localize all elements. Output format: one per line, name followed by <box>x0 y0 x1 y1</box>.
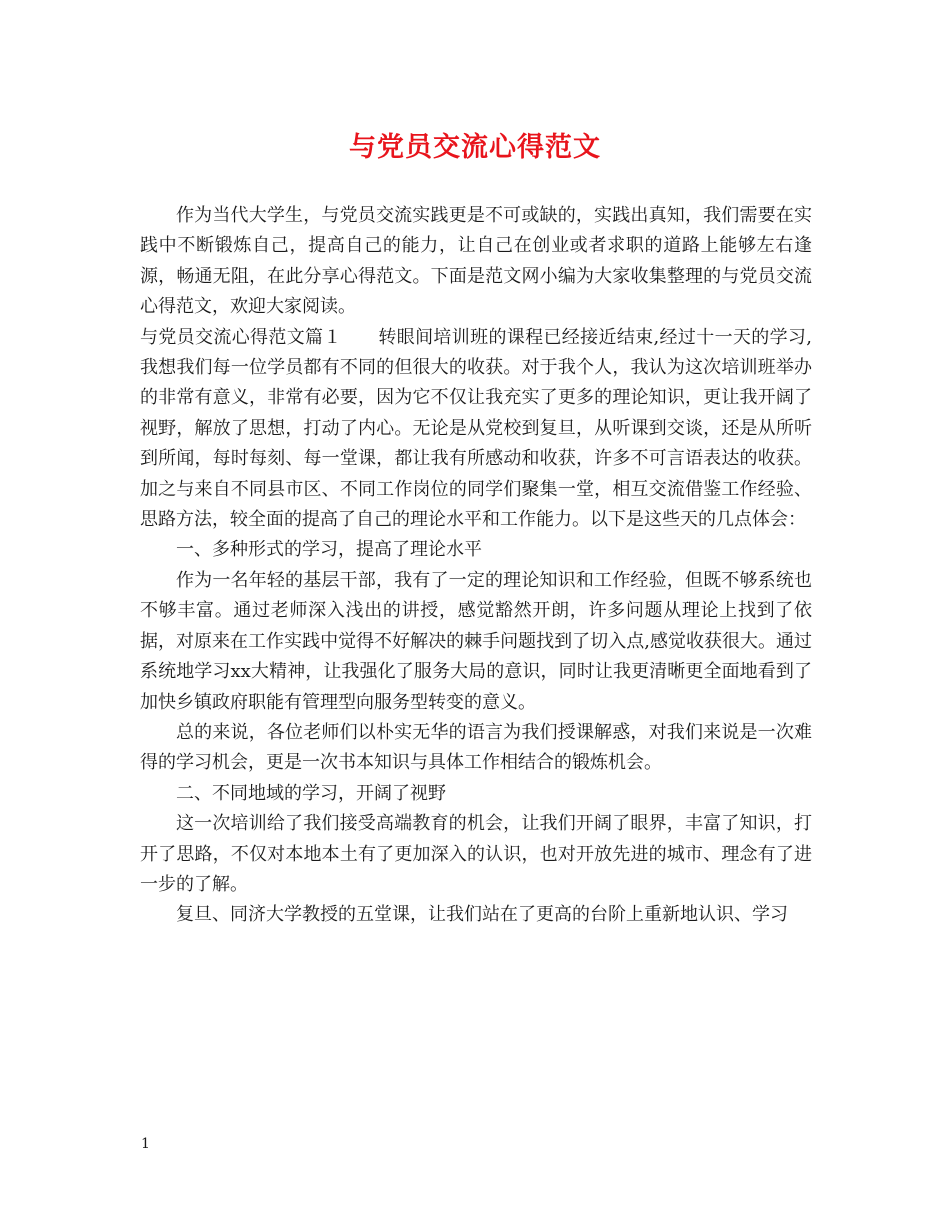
intro-paragraph: 作为当代大学生，与党员交流实践更是不可或缺的，实践出真知，我们需要在实践中不断锻炼自己，提高自己的能力，让自己在创业或者求职的道路上能够左右逢源，畅通无阻，在此分享心得范文。下面是范文网小编为大家收集整理的与党员交流心得范文，欢迎大家阅读。 <box>140 205 812 318</box>
article-paragraph: 与党员交流心得范文篇１ 转眼间培训班的课程已经接近结束,经过十一天的学习,我想我们每一位学员都有不同的但很大的收获。对于我个人，我认为这次培训班举办的非常有意义，非常有必要，因为它不仅让我充实了更多的理论知识，更让我开阔了视野，解放了思想，打动了内心。无论是从党校到复旦，从听课到交谈，还是从所听到所闻，每时每刻、每一堂课，都让我有所感动和收获，许多不可言语表达的收获。加之与来自不同县市区、不同工作岗位的同学们聚集一堂，相互交流借鉴工作经验、思路方法，较全面的提高了自己的理论水平和工作能力。以下是这些天的几点体会： <box>140 326 812 531</box>
body-paragraph: 这一次培训给了我们接受高端教育的机会，让我们开阔了眼界，丰富了知识，打开了思路，不仅对本地本土有了更加深入的认识，也对开放先进的城市、理念有了进一步的了解。 <box>140 813 812 895</box>
body-paragraph: 作为一名年轻的基层干部，我有了一定的理论知识和工作经验，但既不够系统也不够丰富。通过老师深入浅出的讲授，感觉豁然开朗，许多问题从理论上找到了依据，对原来在工作实践中觉得不好解决的棘手问题找到了切入点,感觉收获很大。通过系统地学习xx大精神，让我强化了服务大局的意识，同时让我更清晰更全面地看到了加快乡镇政府职能有管理型向服务型转变的意义。 <box>140 569 812 713</box>
section-heading: 一、多种形式的学习，提高了理论水平 <box>176 539 482 561</box>
document-body <box>140 201 812 931</box>
body-paragraph: 总的来说，各位老师们以朴实无华的语言为我们授课解惑，对我们来说是一次难得的学习机会，更是一次书本知识与具体工作相结合的锻炼机会。 <box>140 721 812 774</box>
section-heading: 二、不同地域的学习，开阔了视野 <box>176 782 446 804</box>
page-number: 1 <box>141 1136 150 1152</box>
body-paragraph: 复旦、同济大学教授的五堂课，让我们站在了更高的台阶上重新地认识、学习 <box>176 904 788 926</box>
document-title: 与党员交流心得范文 <box>349 132 601 163</box>
